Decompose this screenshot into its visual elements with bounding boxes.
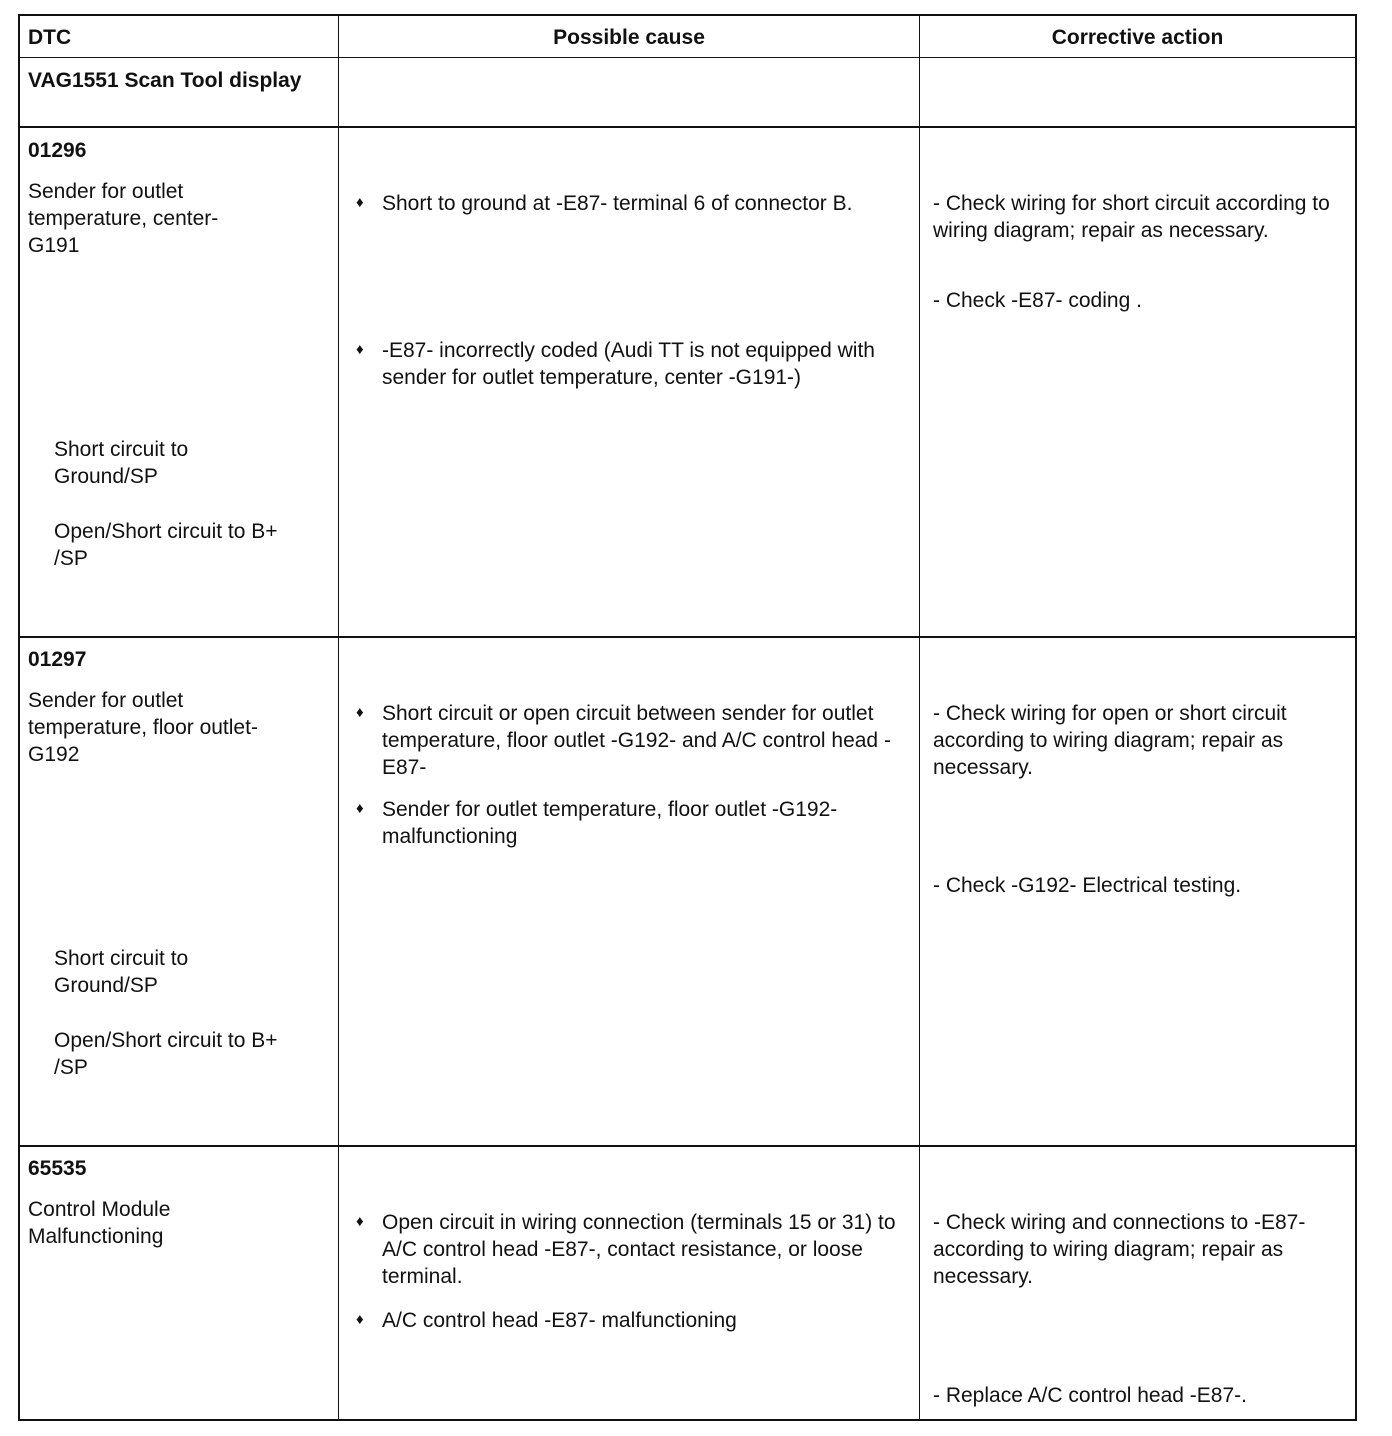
possible-cause-item: Short circuit or open circuit between sender for outlet temperature, floor outlet -G192- and A/C control head -E87- xyxy=(382,702,891,779)
dtc-code-01297: 01297 xyxy=(28,648,87,671)
bullet-icon: ♦ xyxy=(356,341,364,358)
table-border-bottom xyxy=(18,1419,1357,1421)
bullet-icon: ♦ xyxy=(356,194,364,211)
row-divider-2 xyxy=(18,1145,1357,1147)
corrective-action-item: - Check -E87- coding . xyxy=(933,289,1142,312)
column-divider-2 xyxy=(919,14,920,1421)
dtc-description: Control Module Malfunctioning xyxy=(28,1198,171,1248)
dtc-code-65535: 65535 xyxy=(28,1157,87,1180)
table-border-left xyxy=(18,14,20,1421)
possible-cause-item: Open circuit in wiring connection (terminals 15 or 31) to A/C control head -E87-, contact resistance, or loose terminal. xyxy=(382,1211,896,1288)
dtc-description: Sender for outlet temperature, floor outlet-G192 xyxy=(28,689,258,766)
possible-cause-item: A/C control head -E87- malfunctioning xyxy=(382,1309,737,1332)
possible-cause-item: -E87- incorrectly coded (Audi TT is not equipped with sender for outlet temperature, center -G191-) xyxy=(382,339,875,389)
corrective-action-item: - Check wiring for open or short circuit according to wiring diagram; repair as necessary. xyxy=(933,702,1287,779)
header-possible-cause: Possible cause xyxy=(553,26,705,49)
possible-cause-item: Sender for outlet temperature, floor outlet -G192- malfunctioning xyxy=(382,798,838,848)
corrective-action-item: - Check wiring and connections to -E87- according to wiring diagram; repair as necessary. xyxy=(933,1211,1306,1288)
table-border-top xyxy=(18,14,1357,16)
row-divider-1 xyxy=(18,636,1357,638)
dtc-sub-condition: Open/Short circuit to B+ /SP xyxy=(54,520,278,570)
possible-cause-item: Short to ground at -E87- terminal 6 of connector B. xyxy=(382,192,853,215)
column-divider-1 xyxy=(338,14,339,1421)
dtc-code-01296: 01296 xyxy=(28,139,87,162)
corrective-action-item: - Check wiring for short circuit according to wiring diagram; repair as necessary. xyxy=(933,192,1330,242)
header-dtc: DTC xyxy=(28,26,72,49)
header-corrective-action: Corrective action xyxy=(1051,26,1224,49)
corrective-action-item: - Check -G192- Electrical testing. xyxy=(933,874,1242,897)
dtc-sub-condition: Short circuit to Ground/SP xyxy=(54,947,189,997)
corrective-action-item: - Replace A/C control head -E87-. xyxy=(933,1384,1247,1407)
bullet-icon: ♦ xyxy=(356,704,364,721)
dtc-description: Sender for outlet temperature, center-G191 xyxy=(28,180,219,257)
dtc-sub-condition: Open/Short circuit to B+ /SP xyxy=(54,1029,278,1079)
header-bottom-line xyxy=(18,126,1357,128)
header-scan-tool-display: VAG1551 Scan Tool display xyxy=(28,69,302,92)
table-border-right xyxy=(1355,14,1357,1421)
bullet-icon: ♦ xyxy=(356,1213,364,1230)
bullet-icon: ♦ xyxy=(356,1311,364,1328)
bullet-icon: ♦ xyxy=(356,800,364,817)
dtc-sub-condition: Short circuit to Ground/SP xyxy=(54,438,189,488)
header-divider xyxy=(18,57,1357,58)
